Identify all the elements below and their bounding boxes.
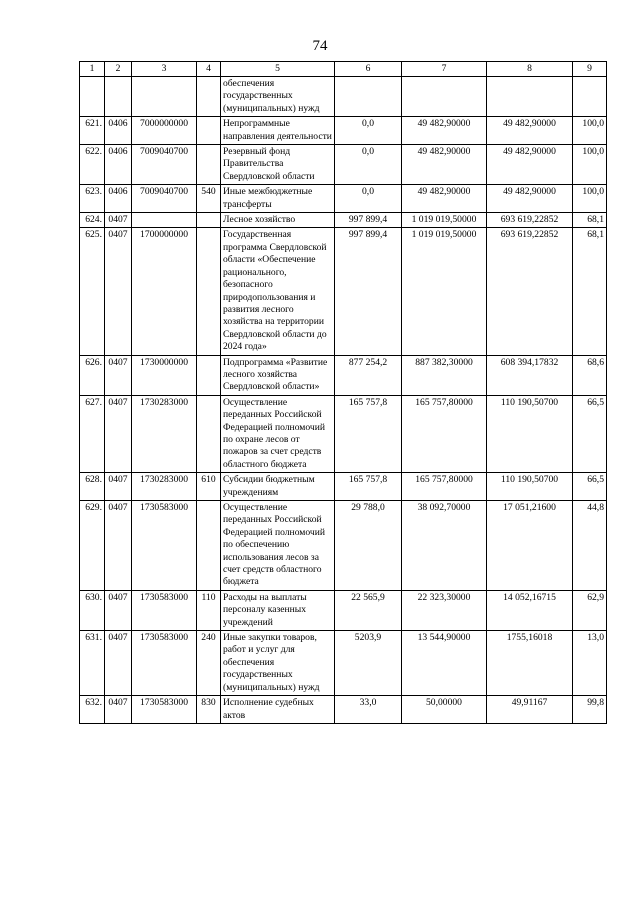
executed-amount-cell: 49 482,90000 bbox=[487, 117, 573, 145]
section-code-cell: 0407 bbox=[105, 395, 132, 472]
executed-amount-cell: 14 052,16715 bbox=[487, 590, 573, 630]
item-name-cell: Иные закупки товаров, работ и услуг для обеспечения государственных (муниципальных) нужд bbox=[221, 631, 335, 696]
target-item-cell: 1700000000 bbox=[132, 228, 197, 355]
item-name-cell: Исполнение судебных актов bbox=[221, 696, 335, 724]
item-name-cell: Расходы на выплаты персоналу казенных учреждений bbox=[221, 590, 335, 630]
expense-type-cell: 110 bbox=[197, 590, 221, 630]
target-item-cell: 7009040700 bbox=[132, 185, 197, 213]
row-number-cell: 630. bbox=[80, 590, 105, 630]
expense-type-cell bbox=[197, 501, 221, 591]
expense-type-cell bbox=[197, 145, 221, 185]
expense-type-cell bbox=[197, 395, 221, 472]
expense-type-cell bbox=[197, 213, 221, 228]
planned-amount-cell: 5203,9 bbox=[335, 631, 402, 696]
item-name-cell: Иные межбюджетные трансферты bbox=[221, 185, 335, 213]
column-header: 2 bbox=[105, 62, 132, 77]
expense-type-cell: 830 bbox=[197, 696, 221, 724]
planned-amount-cell: 0,0 bbox=[335, 185, 402, 213]
target-item-cell bbox=[132, 77, 197, 117]
row-number-cell: 621. bbox=[80, 117, 105, 145]
item-name-cell: Непрограммные направления деятельности bbox=[221, 117, 335, 145]
execution-percent-cell: 100,0 bbox=[573, 145, 607, 185]
item-name-cell: Осуществление переданных Российской Федерацией полномочий по обеспечению использования лесов за счет средств областного бюджета bbox=[221, 501, 335, 591]
target-item-cell: 1730583000 bbox=[132, 696, 197, 724]
planned-amount-cell: 0,0 bbox=[335, 145, 402, 185]
expense-type-cell bbox=[197, 117, 221, 145]
expense-type-cell: 540 bbox=[197, 185, 221, 213]
item-name-cell: Резервный фонд Правительства Свердловской области bbox=[221, 145, 335, 185]
execution-percent-cell: 44,8 bbox=[573, 501, 607, 591]
column-header: 5 bbox=[221, 62, 335, 77]
column-header: 9 bbox=[573, 62, 607, 77]
approved-amount-cell: 49 482,90000 bbox=[402, 117, 487, 145]
section-code-cell: 0406 bbox=[105, 185, 132, 213]
planned-amount-cell: 165 757,8 bbox=[335, 473, 402, 501]
expense-type-cell bbox=[197, 228, 221, 355]
column-header: 7 bbox=[402, 62, 487, 77]
approved-amount-cell: 49 482,90000 bbox=[402, 185, 487, 213]
item-name-cell: Государственная программа Свердловской области «Обеспечение рационального, безопасного природопользования и развития лесного хозяйства на территории Свердловской области до 2024 года» bbox=[221, 228, 335, 355]
execution-percent-cell: 66,5 bbox=[573, 473, 607, 501]
table-row bbox=[80, 77, 607, 117]
executed-amount-cell: 693 619,22852 bbox=[487, 228, 573, 355]
approved-amount-cell: 50,00000 bbox=[402, 696, 487, 724]
executed-amount-cell: 49 482,90000 bbox=[487, 185, 573, 213]
executed-amount-cell: 110 190,50700 bbox=[487, 395, 573, 472]
expense-type-cell bbox=[197, 355, 221, 395]
execution-percent-cell: 13,0 bbox=[573, 631, 607, 696]
target-item-cell: 1730583000 bbox=[132, 590, 197, 630]
table-row bbox=[80, 213, 607, 228]
execution-percent-cell bbox=[573, 77, 607, 117]
expense-type-cell bbox=[197, 77, 221, 117]
target-item-cell: 1730283000 bbox=[132, 395, 197, 472]
approved-amount-cell bbox=[402, 77, 487, 117]
execution-percent-cell: 66,5 bbox=[573, 395, 607, 472]
executed-amount-cell: 49,91167 bbox=[487, 696, 573, 724]
column-header: 6 bbox=[335, 62, 402, 77]
row-number-cell: 625. bbox=[80, 228, 105, 355]
approved-amount-cell: 887 382,30000 bbox=[402, 355, 487, 395]
approved-amount-cell: 13 544,90000 bbox=[402, 631, 487, 696]
row-number-cell: 622. bbox=[80, 145, 105, 185]
planned-amount-cell: 22 565,9 bbox=[335, 590, 402, 630]
row-number-cell: 623. bbox=[80, 185, 105, 213]
approved-amount-cell: 1 019 019,50000 bbox=[402, 228, 487, 355]
expense-type-cell: 610 bbox=[197, 473, 221, 501]
executed-amount-cell: 17 051,21600 bbox=[487, 501, 573, 591]
section-code-cell: 0407 bbox=[105, 213, 132, 228]
section-code-cell: 0406 bbox=[105, 117, 132, 145]
row-number-cell bbox=[80, 77, 105, 117]
planned-amount-cell: 0,0 bbox=[335, 117, 402, 145]
section-code-cell bbox=[105, 77, 132, 117]
planned-amount-cell: 29 788,0 bbox=[335, 501, 402, 591]
item-name-cell: Осуществление переданных Российской Федерацией полномочий по охране лесов от пожаров за счет средств областного бюджета bbox=[221, 395, 335, 472]
planned-amount-cell: 877 254,2 bbox=[335, 355, 402, 395]
header-row bbox=[80, 62, 607, 77]
table-row bbox=[80, 228, 607, 355]
approved-amount-cell: 165 757,80000 bbox=[402, 473, 487, 501]
table-row bbox=[80, 185, 607, 213]
executed-amount-cell: 693 619,22852 bbox=[487, 213, 573, 228]
table-row bbox=[80, 473, 607, 501]
row-number-cell: 632. bbox=[80, 696, 105, 724]
section-code-cell: 0407 bbox=[105, 228, 132, 355]
planned-amount-cell: 165 757,8 bbox=[335, 395, 402, 472]
column-header: 4 bbox=[197, 62, 221, 77]
row-number-cell: 627. bbox=[80, 395, 105, 472]
table-row bbox=[80, 145, 607, 185]
table-row bbox=[80, 631, 607, 696]
column-header: 8 bbox=[487, 62, 573, 77]
item-name-cell: Лесное хозяйство bbox=[221, 213, 335, 228]
target-item-cell: 1730000000 bbox=[132, 355, 197, 395]
approved-amount-cell: 38 092,70000 bbox=[402, 501, 487, 591]
row-number-cell: 629. bbox=[80, 501, 105, 591]
table-row bbox=[80, 501, 607, 591]
executed-amount-cell: 1755,16018 bbox=[487, 631, 573, 696]
table-row bbox=[80, 395, 607, 472]
execution-percent-cell: 100,0 bbox=[573, 117, 607, 145]
planned-amount-cell: 33,0 bbox=[335, 696, 402, 724]
approved-amount-cell: 1 019 019,50000 bbox=[402, 213, 487, 228]
table-row bbox=[80, 590, 607, 630]
section-code-cell: 0407 bbox=[105, 696, 132, 724]
target-item-cell: 1730583000 bbox=[132, 631, 197, 696]
section-code-cell: 0407 bbox=[105, 355, 132, 395]
column-header: 1 bbox=[80, 62, 105, 77]
execution-percent-cell: 100,0 bbox=[573, 185, 607, 213]
row-number-cell: 628. bbox=[80, 473, 105, 501]
executed-amount-cell: 110 190,50700 bbox=[487, 473, 573, 501]
column-header: 3 bbox=[132, 62, 197, 77]
executed-amount-cell bbox=[487, 77, 573, 117]
execution-percent-cell: 68,6 bbox=[573, 355, 607, 395]
table-row bbox=[80, 117, 607, 145]
item-name-cell: Субсидии бюджетным учреждениям bbox=[221, 473, 335, 501]
row-number-cell: 631. bbox=[80, 631, 105, 696]
table-row bbox=[80, 355, 607, 395]
approved-amount-cell: 22 323,30000 bbox=[402, 590, 487, 630]
target-item-cell: 1730583000 bbox=[132, 501, 197, 591]
approved-amount-cell: 165 757,80000 bbox=[402, 395, 487, 472]
budget-table bbox=[79, 61, 607, 724]
executed-amount-cell: 49 482,90000 bbox=[487, 145, 573, 185]
section-code-cell: 0407 bbox=[105, 501, 132, 591]
page-number: 74 bbox=[312, 38, 328, 54]
table-body bbox=[80, 77, 607, 724]
execution-percent-cell: 62,9 bbox=[573, 590, 607, 630]
planned-amount-cell: 997 899,4 bbox=[335, 228, 402, 355]
target-item-cell: 7009040700 bbox=[132, 145, 197, 185]
section-code-cell: 0407 bbox=[105, 631, 132, 696]
target-item-cell: 1730283000 bbox=[132, 473, 197, 501]
execution-percent-cell: 68,1 bbox=[573, 228, 607, 355]
executed-amount-cell: 608 394,17832 bbox=[487, 355, 573, 395]
section-code-cell: 0406 bbox=[105, 145, 132, 185]
row-number-cell: 626. bbox=[80, 355, 105, 395]
execution-percent-cell: 68,1 bbox=[573, 213, 607, 228]
expense-type-cell: 240 bbox=[197, 631, 221, 696]
execution-percent-cell: 99,8 bbox=[573, 696, 607, 724]
section-code-cell: 0407 bbox=[105, 473, 132, 501]
item-name-cell: Подпрограмма «Развитие лесного хозяйства Свердловской области» bbox=[221, 355, 335, 395]
approved-amount-cell: 49 482,90000 bbox=[402, 145, 487, 185]
row-number-cell: 624. bbox=[80, 213, 105, 228]
target-item-cell: 7000000000 bbox=[132, 117, 197, 145]
item-name-cell: обеспечения государственных (муниципальных) нужд bbox=[221, 77, 335, 117]
planned-amount-cell bbox=[335, 77, 402, 117]
planned-amount-cell: 997 899,4 bbox=[335, 213, 402, 228]
target-item-cell bbox=[132, 213, 197, 228]
table-row bbox=[80, 696, 607, 724]
section-code-cell: 0407 bbox=[105, 590, 132, 630]
